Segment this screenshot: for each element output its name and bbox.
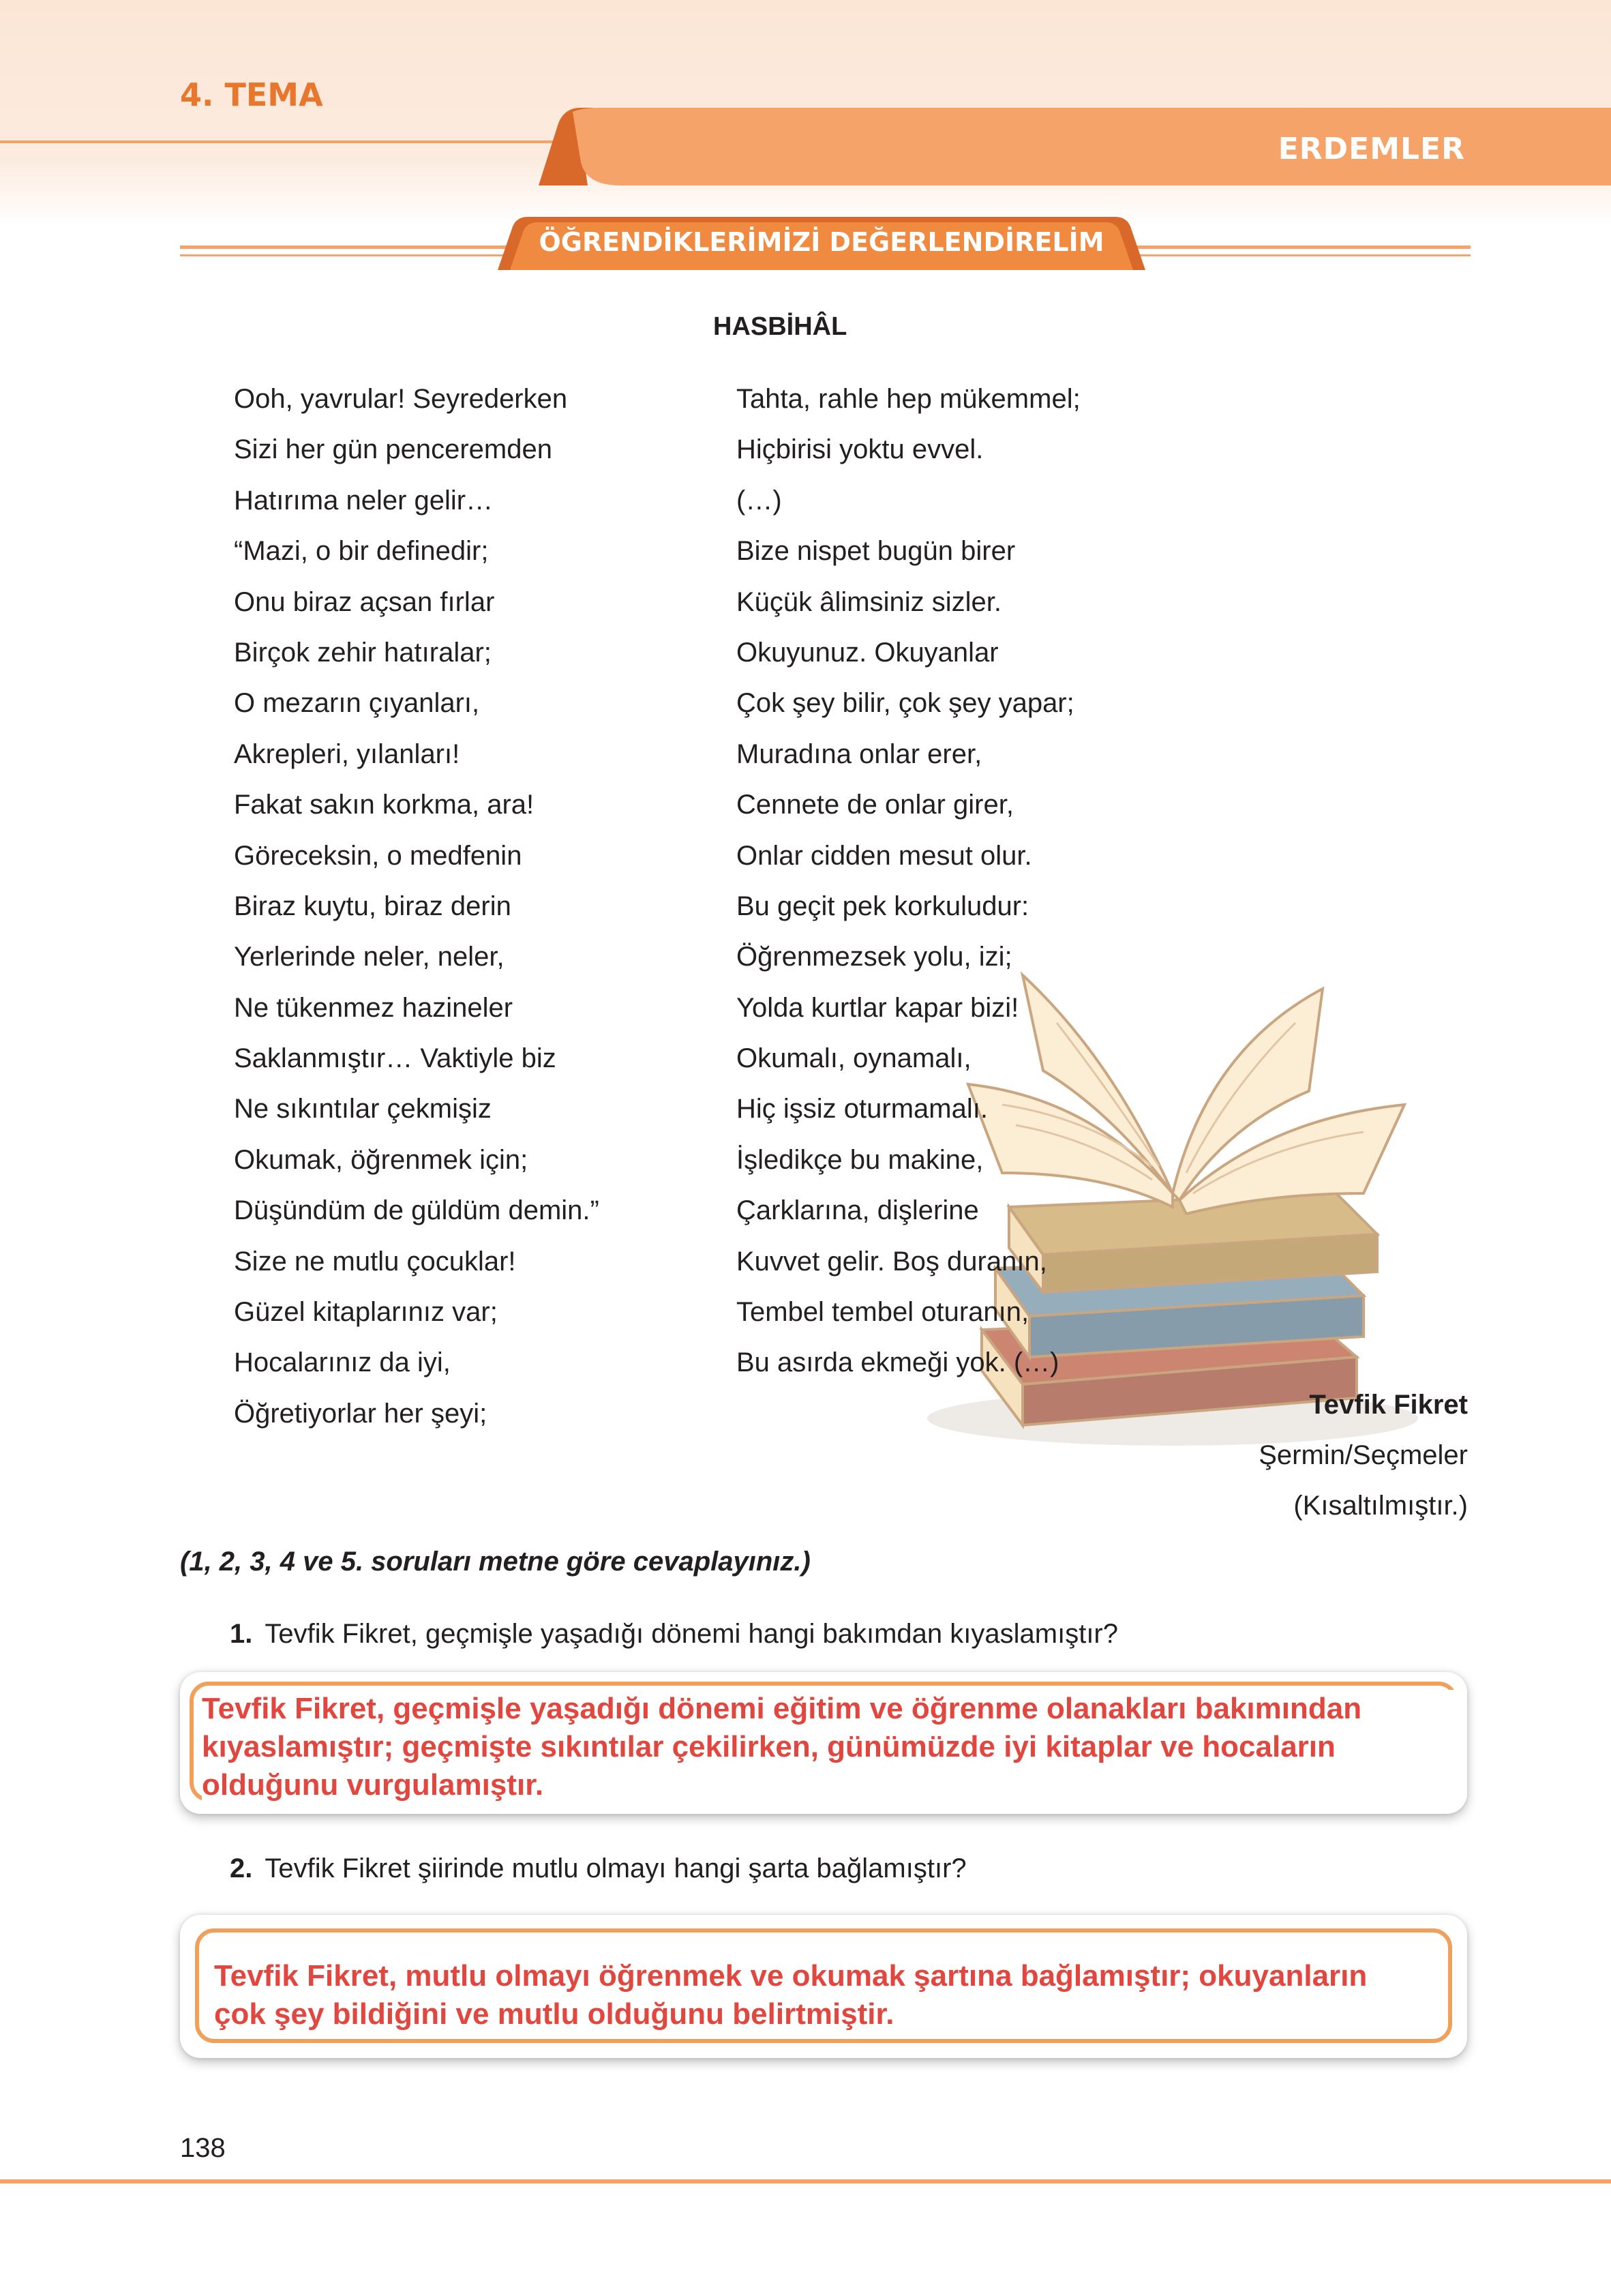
poem-line: Öğrenmezsek yolu, izi; [736, 942, 1012, 972]
poem-line: Biraz kuytu, biraz derin [234, 891, 511, 921]
answer-box-1 [180, 1672, 1467, 1814]
poem-line: Muradına onlar erer, [736, 739, 982, 769]
theme-name: ERDEMLER [1278, 132, 1465, 166]
header-rule [0, 140, 586, 143]
answer-line: Tevfik Fikret, geçmişle yaşadığı dönemi eğitim ve öğrenme olanakları bakımından [202, 1692, 1362, 1725]
poem-line: Onlar cidden mesut olur. [736, 840, 1032, 871]
answer-line: olduğunu vurgulamıştır. [202, 1768, 544, 1802]
answer-text [202, 1690, 1463, 1804]
poem-line: Ne tükenmez hazineler [234, 992, 513, 1023]
question-text: Tevfik Fikret, geçmişle yaşadığı dönemi hangi bakımdan kıyaslamıştır? [265, 1619, 1118, 1649]
answer-line: çok şey bildiğini ve mutlu olduğunu belirtmiştir. [214, 1997, 894, 2031]
theme-label: 4. TEMA [180, 76, 323, 113]
poem-line: Hiçbirisi yoktu evvel. [736, 434, 984, 465]
poem-line: Okuyunuz. Okuyanlar [736, 637, 999, 668]
question-number: 1. [230, 1619, 253, 1649]
poem-line: Hiç işsiz oturmamalı. [736, 1094, 988, 1124]
poem-line: Birçok zehir hatıralar; [234, 637, 492, 668]
poem-author: Tevfik Fikret [1309, 1390, 1468, 1420]
question-2 [230, 1853, 967, 1884]
page-number: 138 [180, 2133, 226, 2163]
poem-line: Çok şey bilir, çok şey yapar; [736, 688, 1074, 719]
poem-line: Düşündüm de güldüm demin.” [234, 1195, 599, 1226]
answer-text [214, 1957, 1441, 2033]
answer-line: kıyaslamıştır; geçmişte sıkıntılar çekilirken, günümüzde iyi kitaplar ve hocaların [202, 1730, 1336, 1763]
section-title: ÖĞRENDİKLERİMİZİ DEĞERLENDİRELİM [539, 227, 1104, 257]
poem-line: Cennete de onlar girer, [736, 790, 1014, 820]
poem-line: Okumak, öğrenmek için; [234, 1144, 528, 1175]
poem-line: Hocalarınız da iyi, [234, 1347, 451, 1378]
poem-source: Şermin/Seçmeler [1259, 1440, 1468, 1470]
poem-line: Sizi her gün penceremden [234, 434, 552, 465]
poem-line: Onu biraz açsan fırlar [234, 586, 495, 617]
poem-line: Yerlerinde neler, neler, [234, 942, 505, 972]
poem-line: Akrepleri, yılanları! [234, 739, 460, 769]
poem-line: Ooh, yavrular! Seyrederken [234, 384, 568, 414]
answer-box-2 [180, 1915, 1467, 2058]
poem-line: Okumalı, oynamalı, [736, 1043, 972, 1074]
poem-note: (Kısaltılmıştır.) [1293, 1491, 1468, 1521]
poem-line: “Mazi, o bir definedir; [234, 536, 489, 567]
poem-line: O mezarın çıyanları, [234, 688, 480, 719]
question-number: 2. [230, 1853, 253, 1883]
poem-line: Bize nispet bugün birer [736, 536, 1016, 567]
poem-line: Kuvvet gelir. Boş duranın, [736, 1246, 1047, 1277]
answer-line: Tevfik Fikret, mutlu olmayı öğrenmek ve okumak şartına bağlamıştır; okuyanların [214, 1959, 1368, 1993]
poem-line: Saklanmıştır… Vaktiyle biz [234, 1043, 556, 1074]
poem-line: Tembel tembel oturanın, [736, 1297, 1029, 1328]
question-1 [230, 1619, 1118, 1650]
poem-line: Ne sıkıntılar çekmişiz [234, 1094, 492, 1124]
poem-line: Öğretiyorlar her şeyi; [234, 1398, 487, 1429]
footer-rule [0, 2179, 1611, 2183]
poem-line: (…) [736, 485, 782, 516]
poem-line: Bu geçit pek korkuludur: [736, 891, 1029, 921]
poem-line: Çarklarına, dişlerine [736, 1195, 979, 1226]
question-text: Tevfik Fikret şiirinde mutlu olmayı hangi şarta bağlamıştır? [265, 1853, 967, 1883]
poem-line: İşledikçe bu makine, [736, 1144, 984, 1175]
poem-line: Güzel kitaplarınız var; [234, 1297, 498, 1328]
poem-line: Bu asırda ekmeği yok. (…) [736, 1347, 1059, 1378]
poem-right-column [736, 374, 1081, 1388]
poem-line: Yolda kurtlar kapar bizi! [736, 992, 1019, 1023]
poem-line: Tahta, rahle hep mükemmel; [736, 384, 1081, 414]
poem-title: HASBİHÂL [713, 312, 847, 341]
instruction: (1, 2, 3, 4 ve 5. soruları metne göre cevaplayınız.) [180, 1547, 811, 1577]
poem-line: Hatırıma neler gelir… [234, 485, 494, 516]
poem-line: Size ne mutlu çocuklar! [234, 1246, 516, 1277]
poem-line: Göreceksin, o medfenin [234, 840, 522, 871]
poem-left-column [234, 374, 599, 1439]
poem-line: Fakat sakın korkma, ara! [234, 790, 535, 820]
poem-line: Küçük âlimsiniz sizler. [736, 586, 1002, 617]
